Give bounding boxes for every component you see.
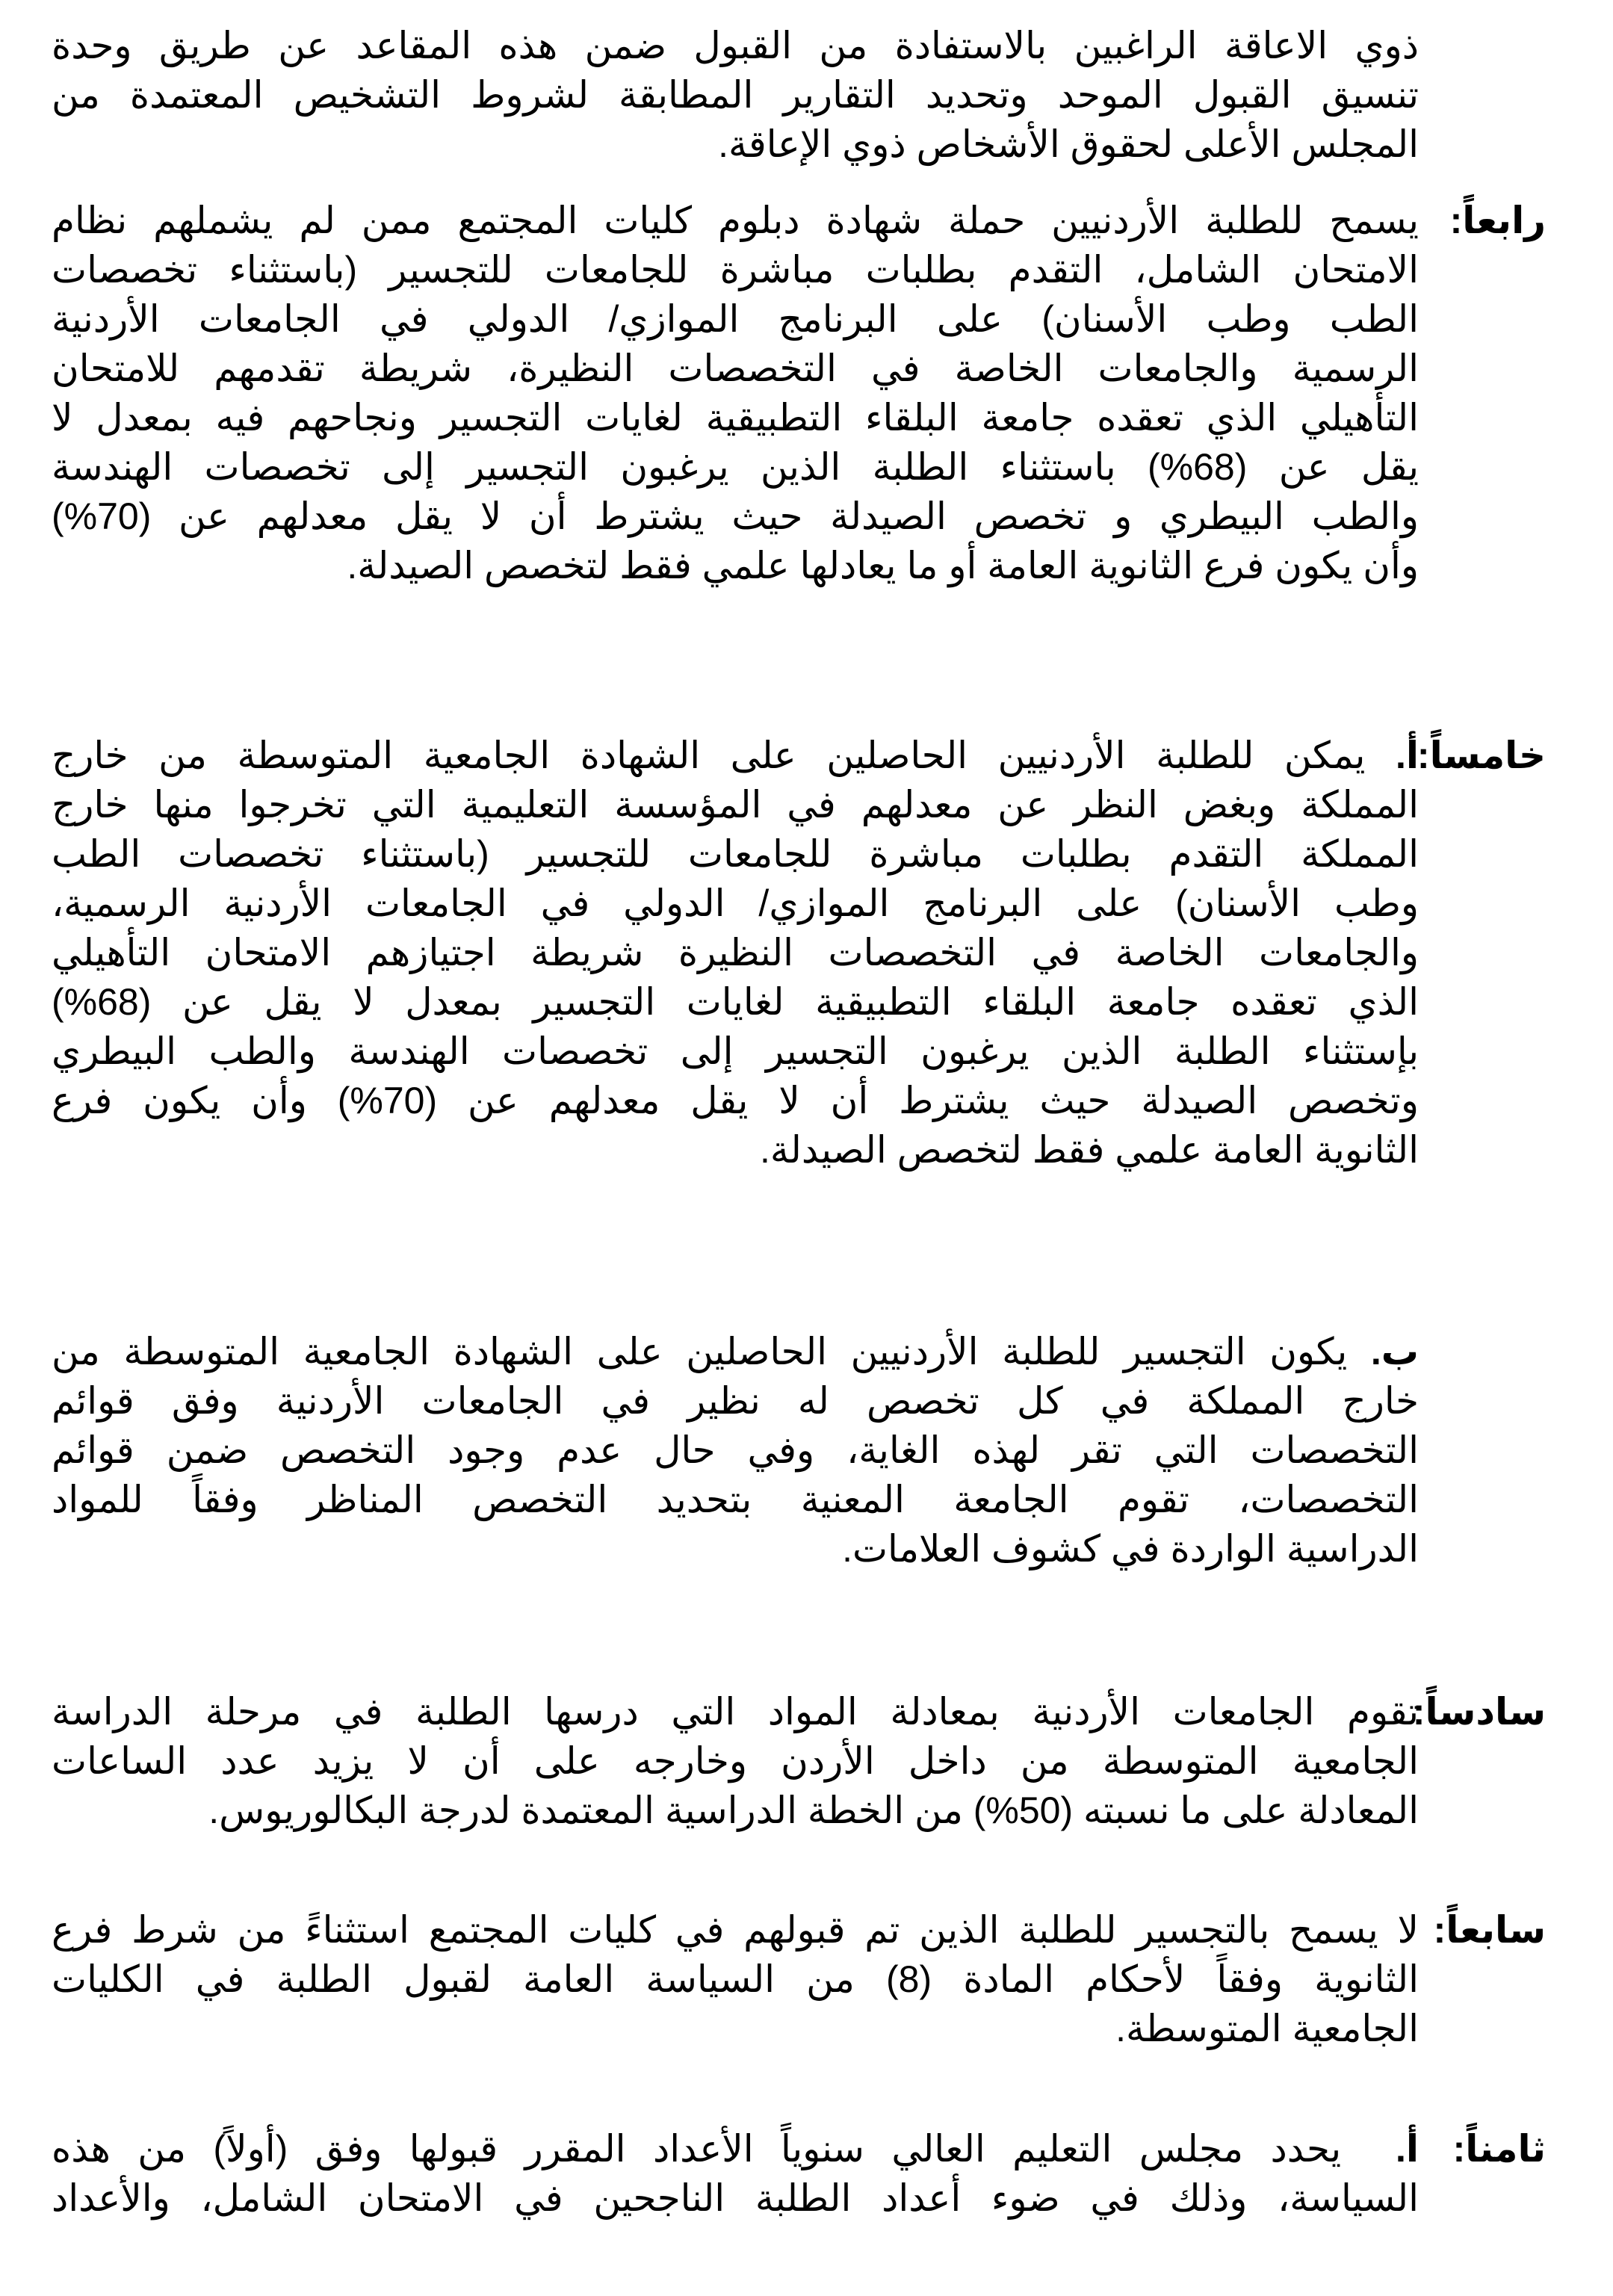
text-line: المعادلة على ما نسبته (50%) من الخطة الدراسية المعتمدة لدرجة البكالوريوس. — [208, 1789, 1419, 1831]
text-line — [52, 1327, 1419, 1376]
text-run: يمكن للطلبة الأردنيين الحاصلين على الشهادة الجامعية المتوسطة من خارج — [52, 734, 1366, 776]
text-line: تنسيق القبول الموحد وتحديد التقارير المطابقة لشروط التشخيص المعتمدة من — [52, 74, 1419, 116]
text-line — [52, 2124, 1419, 2173]
clause-label: ثامناً: — [1452, 2128, 1546, 2170]
text-line: المملكة وبغض النظر عن معدلهم في المؤسسة التعليمية التي تخرجوا منها خارج — [52, 784, 1419, 826]
text-line: والجامعات الخاصة في التخصصات النظيرة شريطة اجتيازهم الامتحان التأهيلي — [52, 932, 1419, 974]
clause-label: سادساً: — [1412, 1691, 1546, 1733]
text-line: التأهيلي الذي تعقده جامعة البلقاء التطبيقية لغايات التجسير ونجاحهم فيه بمعدل لا — [52, 397, 1419, 439]
text-line — [52, 731, 1419, 780]
text-line: ذوي الاعاقة الراغبين بالاستفادة من القبول ضمن هذه المقاعد عن طريق وحدة — [52, 25, 1419, 66]
text-line: الثانوية وفقاً لأحكام المادة (8) من السياسة العامة لقبول الطلبة في الكليات — [52, 1958, 1419, 2000]
clause-label: سابعاً: — [1433, 1909, 1546, 1951]
text-run: يحدد مجلس التعليم العالي سنوياً الأعداد المقرر قبولها وفق (أولاً) من هذه — [52, 2128, 1342, 2170]
text-line: الجامعية المتوسطة. — [1115, 2008, 1419, 2049]
sub-item-marker: أ. — [1395, 734, 1419, 776]
text-line: التخصصات التي تقر لهذه الغاية، وفي حال عدم وجود التخصص ضمن قوائم — [52, 1429, 1419, 1471]
text-line: الذي تعقده جامعة البلقاء التطبيقية لغايات التجسير بمعدل لا يقل عن (68%) — [52, 981, 1419, 1023]
text-line: الدراسية الواردة في كشوف العلامات. — [842, 1528, 1419, 1570]
clause-label: خامساً: — [1417, 734, 1546, 776]
text-line: لا يسمح بالتجسير للطلبة الذين تم قبولهم في كليات المجتمع استثناءً من شرط فرع — [52, 1909, 1419, 1951]
text-line: يسمح للطلبة الأردنيين حملة شهادة دبلوم كليات المجتمع ممن لم يشملهم نظام — [52, 199, 1419, 241]
text-line: والطب البيطري و تخصص الصيدلة حيث يشترط أن لا يقل معدلهم عن (70%) — [52, 495, 1419, 537]
text-run: يكون التجسير للطلبة الأردنيين الحاصلين على الشهادة الجامعية المتوسطة من — [52, 1331, 1348, 1373]
text-line: الامتحان الشامل، التقدم بطلبات مباشرة للجامعات للتجسير (باستثناء تخصصات — [52, 249, 1419, 291]
text-line: المجلس الأعلى لحقوق الأشخاص ذوي الإعاقة. — [718, 123, 1419, 165]
sub-item-marker: أ. — [1395, 2128, 1419, 2170]
text-line: المملكة التقدم بطلبات مباشرة للجامعات للتجسير (باستثناء تخصصات الطب — [52, 833, 1419, 875]
text-line: وتخصص الصيدلة حيث يشترط أن لا يقل معدلهم عن (70%) وأن يكون فرع — [52, 1080, 1419, 1121]
clause-label: رابعاً: — [1449, 199, 1546, 241]
text-line: وأن يكون فرع الثانوية العامة أو ما يعادلها علمي فقط لتخصص الصيدلة. — [347, 545, 1419, 587]
text-line: التخصصات، تقوم الجامعة المعنية بتحديد التخصص المناظر وفقاً للمواد — [52, 1479, 1419, 1520]
text-line: الثانوية العامة علمي فقط لتخصص الصيدلة. — [759, 1129, 1419, 1171]
text-line: الرسمية والجامعات الخاصة في التخصصات النظيرة، شريطة تقدمهم للامتحان — [52, 347, 1419, 389]
text-line: وطب الأسنان) على البرنامج الموازي/ الدولي في الجامعات الأردنية الرسمية، — [52, 882, 1419, 924]
text-line: تقوم الجامعات الأردنية بمعادلة المواد التي درسها الطلبة في مرحلة الدراسة — [52, 1691, 1419, 1733]
text-line: بإستثناء الطلبة الذين يرغبون التجسير إلى تخصصات الهندسة والطب البيطري — [52, 1030, 1419, 1072]
sub-item-marker: ب. — [1370, 1331, 1419, 1373]
text-line: الجامعية المتوسطة من داخل الأردن وخارجه على أن لا يزيد عدد الساعات — [52, 1740, 1419, 1782]
text-line: يقل عن (68%) باستثناء الطلبة الذين يرغبون التجسير إلى تخصصات الهندسة — [52, 446, 1419, 488]
text-line: الطب وطب الأسنان) على البرنامج الموازي/ الدولي في الجامعات الأردنية — [52, 298, 1419, 340]
text-line: خارج المملكة في كل تخصص له نظير في الجامعات الأردنية وفق قوائم — [52, 1380, 1419, 1422]
text-line: السياسة، وذلك في ضوء أعداد الطلبة الناجحين في الامتحان الشامل، والأعداد — [52, 2177, 1419, 2219]
